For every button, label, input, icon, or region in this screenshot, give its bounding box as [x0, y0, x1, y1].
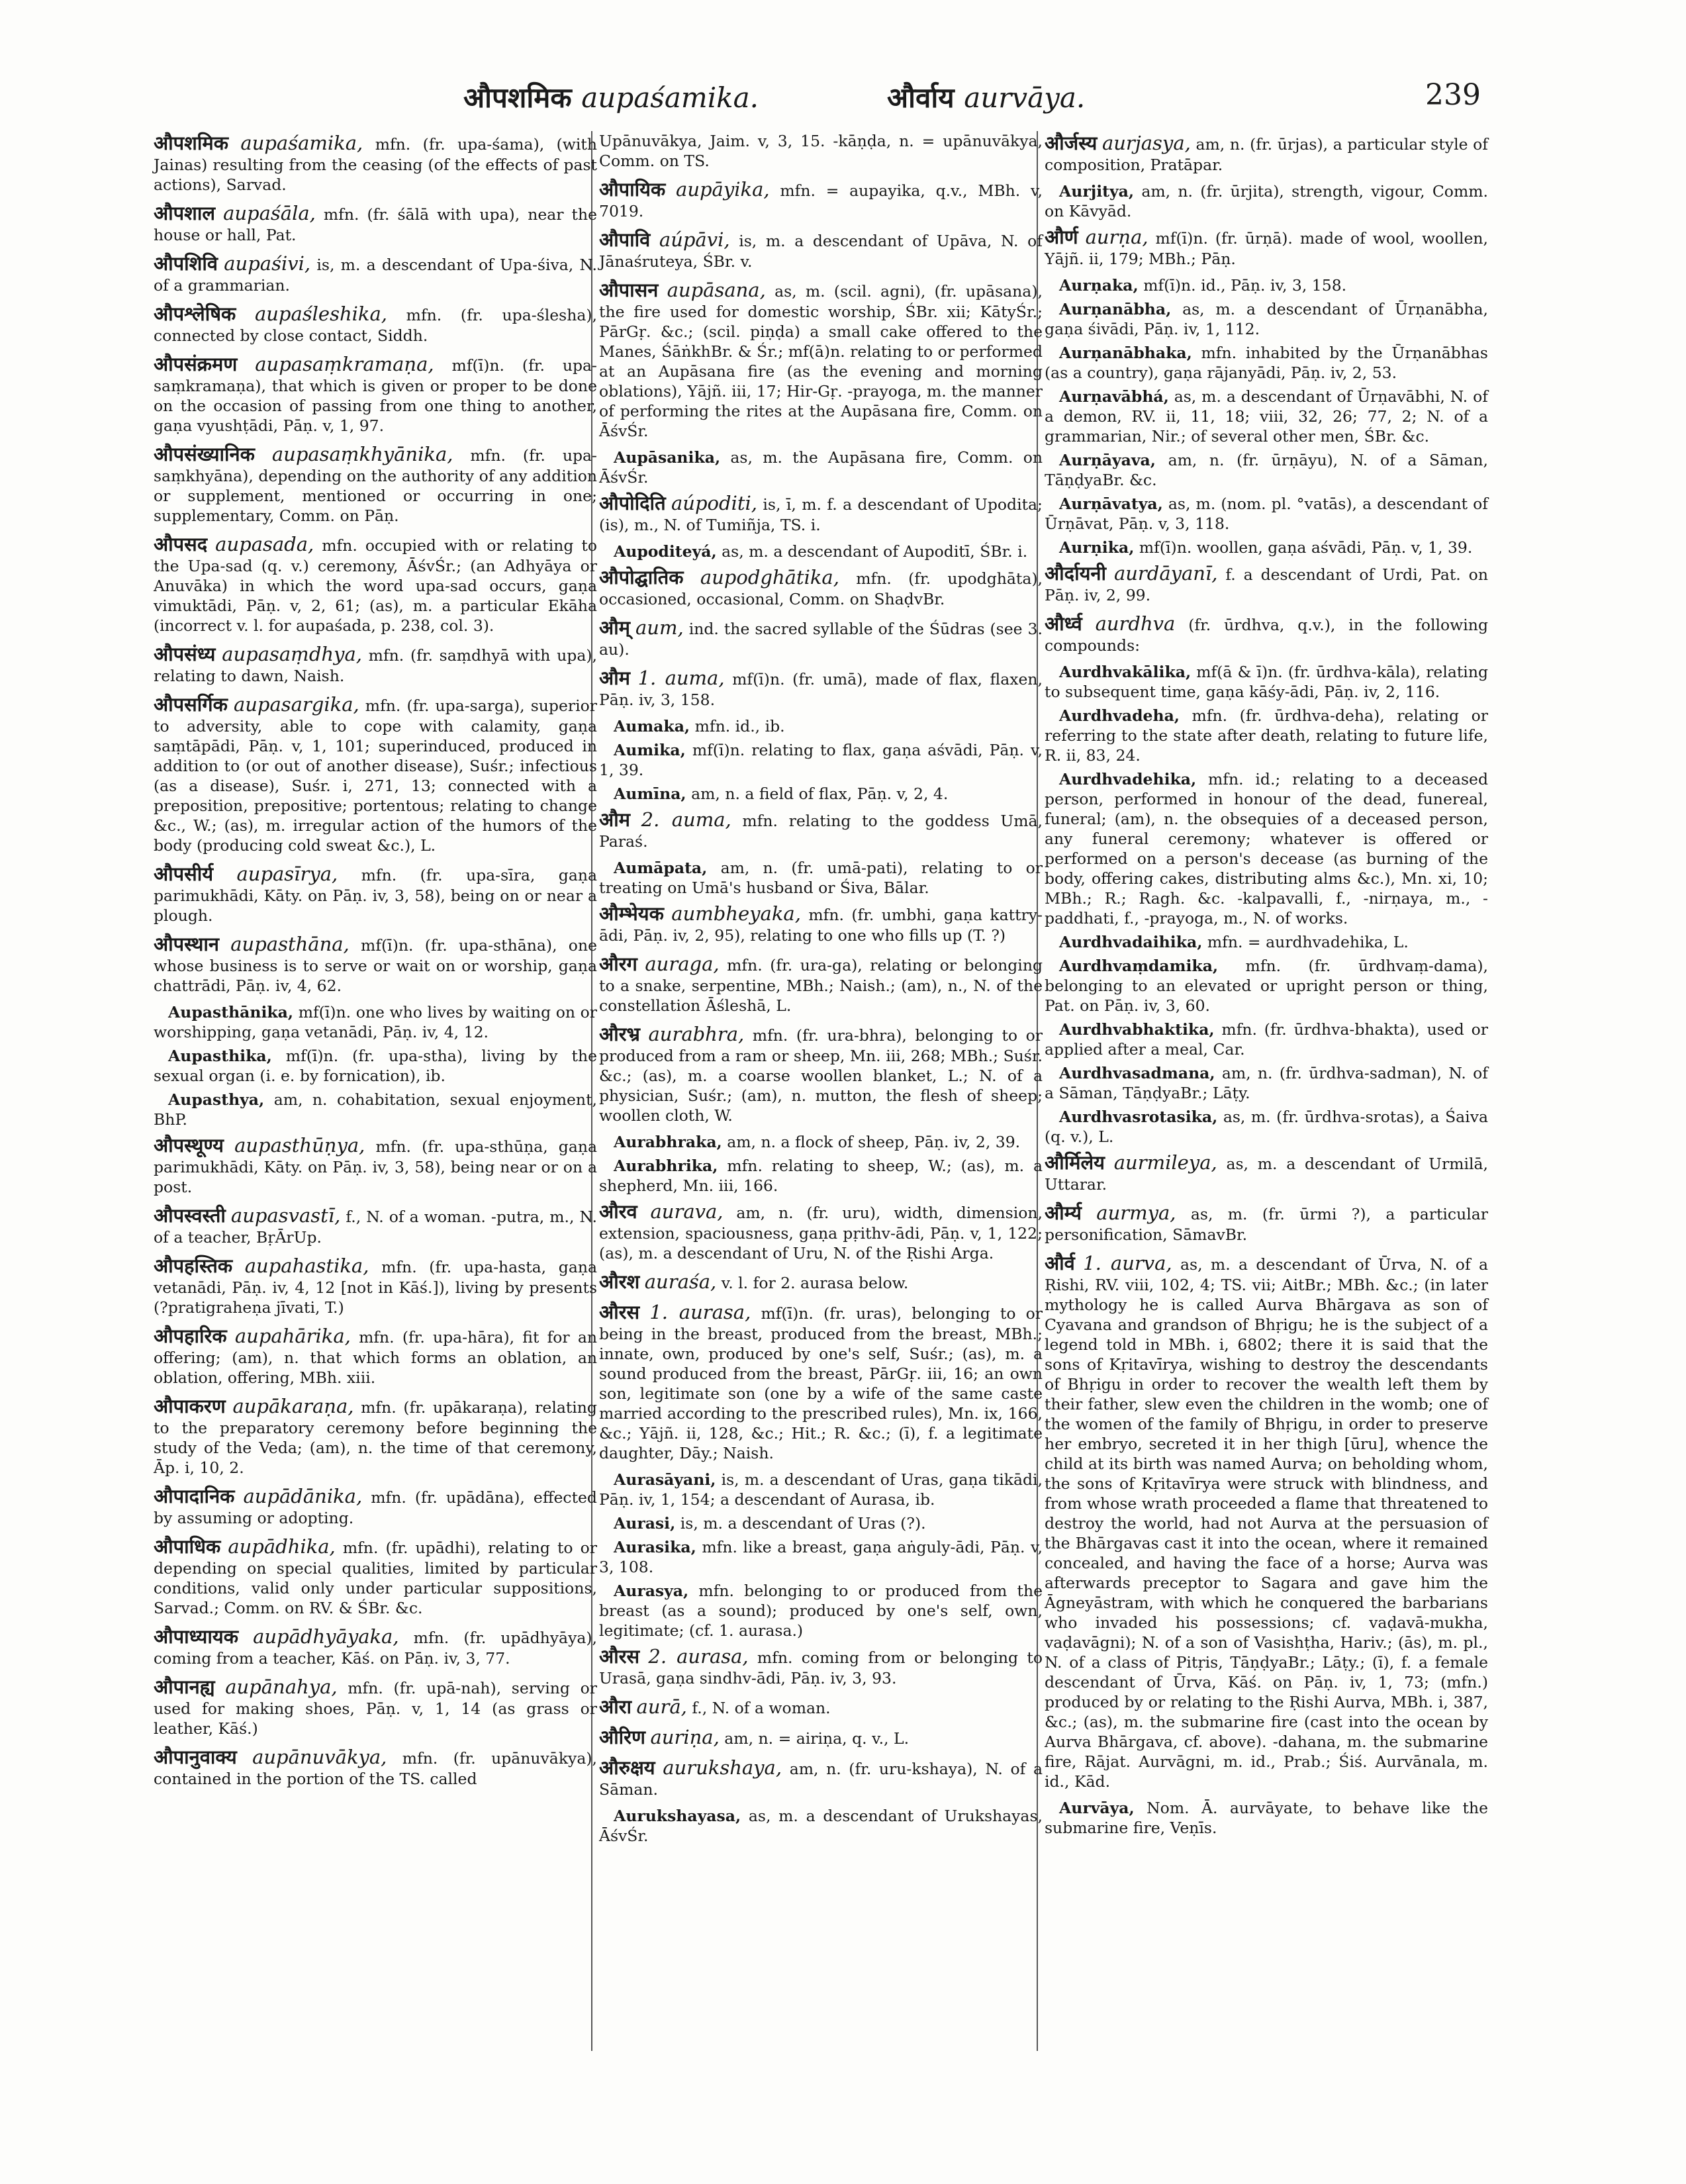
running-head-left: [463, 78, 759, 116]
headword: Aurasya,: [614, 1582, 689, 1600]
dictionary-entry: [599, 902, 1043, 945]
headword: Aurdhvasrotasika,: [1059, 1108, 1218, 1126]
headword: Aupasthya,: [168, 1090, 265, 1109]
running-head-right-devanagari: और्वाय: [887, 81, 955, 114]
headword: Aurdhvadaihika,: [1059, 933, 1203, 951]
headword: aupasaṃkhyānika,: [271, 443, 453, 465]
sub-entry: [1045, 538, 1488, 557]
headword: Aumika,: [614, 741, 686, 759]
devanagari-headword: और्ण: [1045, 226, 1078, 248]
definition-text: mfn. (fr. śālā with upa), near the house or hall, Pat.: [154, 205, 597, 244]
definition-text: mfn. occupied with or relating to the Upa-sad (q. v.) ceremony, ĀśvŚr.; (an Adhyāya or Anuvāka) in which the word upa-sad occurs, gaṇa vimuktādi, Pāṇ. v, 2, 61; (as), m. a particular Ekāha (incorrect v. l. for aupaśada, p. 238, col. 3).: [154, 536, 597, 635]
running-head-left-roman: aupaśamika.: [581, 81, 759, 114]
headword: aúpoditi,: [671, 492, 757, 514]
definition-text: f., N. of a woman.: [692, 1699, 831, 1717]
dictionary-entry: [154, 1394, 597, 1478]
devanagari-headword: औपहारिक: [154, 1325, 227, 1347]
headword: auraga,: [645, 953, 720, 975]
definition-text: am, n. (fr. umā-pati), relating to or treating on Umā's husband or Śiva, Bālar.: [599, 859, 1043, 897]
headword: Aurṇanābhaka,: [1059, 344, 1192, 362]
devanagari-headword: औरग: [599, 953, 637, 975]
definition-text: mfn. (fr. ura-bhra), belonging to or produced from a ram or sheep, Mn. iii, 268; MBh.; Suśr. &c.; (as), m. a coarse woollen blanket, L.; N. of a physician, Suśr.; (am), n. mutton, the flesh of sheep; woollen cloth, W.: [599, 1026, 1043, 1125]
definition-text: is, m. a descendant of Upāva, N. of Jānaśruteya, ŚBr. v.: [599, 232, 1043, 271]
definition-text: mf(ī)n. (fr. ūrṇā). made of wool, woollen, Yājñ. ii, 179; MBh.; Pāṇ.: [1045, 229, 1488, 268]
definition-text: mf(ī)n. (fr. upa-saṃkramaṇa), that which is given or proper to be done on the occasion of passing from one thing to another, gaṇa vyushṭādi, Pāṇ. v, 1, 97.: [154, 356, 597, 435]
definition-text: v. l. for 2. aurasa below.: [721, 1274, 909, 1292]
definition-text: f. a descendant of Urdi, Pat. on Pāṇ. iv, 2, 99.: [1045, 565, 1488, 604]
headword: aurjasya,: [1101, 132, 1191, 154]
devanagari-headword: औरिण: [599, 1726, 646, 1748]
definition-text: mfn. relating to the goddess Umā, Paraś.: [599, 812, 1043, 851]
definition-text: mfn. (fr. upādhi), relating to or depending on special qualities, limited by particular conditions, valid only under particular suppositions, Sarvad.; Comm. on RV. & ŚBr. &c.: [154, 1539, 597, 1617]
headword: Aurasi,: [614, 1514, 676, 1533]
sub-entry: [599, 1581, 1043, 1640]
dictionary-entry: [599, 1695, 1043, 1719]
definition-text: am, n. a field of flax, Pāṇ. v, 2, 4.: [691, 784, 949, 803]
dictionary-entry: [599, 228, 1043, 271]
devanagari-headword: औरा: [599, 1695, 632, 1718]
devanagari-headword: औपोद्घातिक: [599, 566, 684, 589]
page-header: [0, 78, 1686, 131]
devanagari-headword: औरभ्र: [599, 1023, 640, 1045]
running-head-right: [887, 78, 1085, 116]
devanagari-headword: और्दायनी: [1045, 562, 1107, 585]
sub-entry: [599, 448, 1043, 487]
devanagari-headword: औपानुवाक्य: [154, 1746, 237, 1768]
definition-text: mfn. like a breast, gaṇa aṅguly-ādi, Pāṇ. v, 3, 108.: [599, 1538, 1043, 1576]
definition-text: is, m. a descendant of Uras (?).: [680, 1514, 926, 1533]
headword: Aumaka,: [614, 717, 690, 736]
dictionary-entry: [154, 302, 597, 346]
dictionary-entry: [154, 1324, 597, 1388]
headword: aupaśivi,: [224, 252, 311, 275]
sub-entry: [1045, 343, 1488, 383]
dictionary-column-3: [1045, 131, 1488, 1842]
sub-entry: [1045, 275, 1488, 295]
sub-entry: [599, 858, 1043, 898]
dictionary-entry: [599, 808, 1043, 851]
headword: 2. auma,: [641, 808, 731, 831]
dictionary-entry: [1045, 1151, 1488, 1194]
headword: Aupasthānika,: [168, 1003, 294, 1021]
headword: aupasvastī,: [230, 1204, 341, 1227]
definition-text: mf(ī)n. one who lives by waiting on or worshipping, gaṇa vetanādi, Pāṇ. iv, 4, 12.: [154, 1003, 597, 1041]
dictionary-entry: [599, 1270, 1043, 1294]
dictionary-entry: [1045, 1251, 1488, 1791]
dictionary-entry: [1045, 225, 1488, 269]
definition-text: mf(ī)n. relating to flax, gaṇa aśvādi, Pāṇ. v, 1, 39.: [599, 741, 1043, 779]
dictionary-entry: [599, 1022, 1043, 1125]
devanagari-headword: औपहस्तिक: [154, 1255, 233, 1277]
definition-text: mfn. (fr. upa-śama), (with Jainas) resulting from the ceasing (of the effects of past actions), Sarvad.: [154, 135, 597, 194]
headword: aurmya,: [1096, 1202, 1176, 1224]
devanagari-headword: औपानह्य: [154, 1676, 215, 1698]
headword: Aupāsanika,: [614, 448, 721, 467]
definition-text: mfn. belonging to or produced from the breast (as a sound); produced by one's self, own, legitimate; (cf. 1. aurasa.): [599, 1582, 1043, 1640]
devanagari-headword: औरस: [599, 1645, 640, 1668]
dictionary-entry: [1045, 561, 1488, 605]
dictionary-entry: [1045, 1201, 1488, 1245]
headword: aurdāyanī,: [1113, 562, 1218, 585]
definition-text: mfn. (fr. upodghāta), occasioned, occasional, Comm. on ShaḍvBr.: [599, 569, 1043, 608]
sub-entry: [599, 784, 1043, 804]
sub-entry: [599, 1806, 1043, 1846]
definition-text: mfn. (fr. upādhyāya), coming from a teacher, Kāś. on Pāṇ. iv, 3, 77.: [154, 1629, 597, 1668]
devanagari-headword: औपाकरण: [154, 1395, 226, 1417]
dictionary-entry: [154, 252, 597, 295]
definition-text: mfn. (fr. upa-ślesha), connected by close contact, Siddh.: [154, 306, 597, 345]
headword: aupādhyāyaka,: [253, 1625, 399, 1648]
definition-text: mfn. (fr. upa-sīra, gaṇa parimukhādi, Kāty. on Pāṇ. iv, 3, 58), being on or near a plough.: [154, 866, 597, 925]
headword: aupānuvākya,: [252, 1746, 387, 1768]
headword: aupahārika,: [234, 1325, 351, 1347]
headword: auriṇa,: [650, 1726, 720, 1748]
dictionary-entry: [599, 1644, 1043, 1688]
devanagari-headword: और्व: [1045, 1252, 1075, 1274]
definition-text: mfn. (fr. upā-nah), serving or used for making shoes, Pāṇ. v, 1, 14 (as grass or leather, Kāś.): [154, 1679, 597, 1738]
definition-text: mfn. (fr. ura-ga), relating or belonging to a snake, serpentine, MBh.; Naish.; (am), n., N. of the constellation Āśleshā, L.: [599, 956, 1043, 1015]
devanagari-headword: औम्: [599, 616, 631, 639]
definition-text: mfn. coming from or belonging to Urasā, gaṇa sindhv-ādi, Pāṇ. iv, 3, 93.: [599, 1648, 1043, 1687]
definition-text: is, m. a descendant of Uras, gaṇa tikādi, Pāṇ. iv, 1, 154; a descendant of Aurasa, ib.: [599, 1470, 1043, 1509]
dictionary-entry: [1045, 612, 1488, 655]
headword: Aurdhvakālika,: [1059, 663, 1192, 681]
dictionary-entry: [599, 565, 1043, 609]
definition-text: am, n. = airiṇa, q. v., L.: [724, 1729, 910, 1748]
definition-text: mfn. (fr. upa-hāra), fit for an offering; (am), n. that which forms an oblation, an oblation, offering, MBh. xiii.: [154, 1328, 597, 1387]
headword: 1. aurva,: [1083, 1252, 1172, 1274]
headword: Aurṇaka,: [1059, 276, 1139, 295]
definition-text: mfn. id.; relating to a deceased person, performed in honour of the dead, funereal, funeral; (am), n. the obsequies of a deceased person, any funeral ceremony; whatever is offered or performed on a person's decease (as burning of the body, offering cakes, distributing alms &c.), Mn. xi, 10; MBh.; R.; Ragh. &c. -kalpavalli, f., -nirṇaya, m., -paddhati, f., -prayoga, m., N. of works.: [1045, 770, 1488, 927]
definition-text: Nom. Ā. aurvāyate, to behave like the submarine fire, Veṇīs.: [1045, 1799, 1488, 1837]
definition-text: am, n. (fr. uru-kshaya), N. of a Sāman.: [599, 1760, 1043, 1799]
headword: aurabhra,: [648, 1023, 745, 1045]
entry-continuation: [599, 131, 1043, 171]
dictionary-entry: [154, 201, 597, 245]
definition-text: f., N. of a woman. -putra, m., N. of a teacher, BṛĀrUp.: [154, 1208, 597, 1247]
sub-entry: [599, 1470, 1043, 1509]
definition-text: mfn. inhabited by the Ūrṇanābhas (as a country), gaṇa rājanyādi, Pāṇ. iv, 2, 53.: [1045, 344, 1488, 382]
sub-entry: [599, 542, 1043, 561]
definition-text: mf(ī)n. id., Pāṇ. iv, 3, 158.: [1143, 276, 1347, 295]
dictionary-entry: [154, 932, 597, 996]
definition-text: as, m. the Aupāsana fire, Comm. on ĀśvŚr.: [599, 448, 1043, 487]
definition-text: am, n. cohabitation, sexual enjoyment, BhP.: [154, 1090, 597, 1129]
definition-text: mfn. = aupayika, q.v., MBh. v, 7019.: [599, 181, 1043, 220]
sub-entry: [154, 1090, 597, 1129]
devanagari-headword: और्ध्व: [1045, 612, 1082, 635]
headword: aurukshaya,: [663, 1756, 782, 1779]
dictionary-entry: [154, 532, 597, 636]
devanagari-headword: औपसीर्य: [154, 863, 214, 885]
definition-text: am, n. (fr. uru), width, dimension, extension, spaciousness, gaṇa pṛithv-ādi, Pāṇ. v, 1, 122; (as), m. a descendant of Uru, N. of the Ṛishi Arga.: [599, 1204, 1043, 1262]
dictionary-entry: [599, 1300, 1043, 1463]
definition-text: mfn. (fr. upādāna), effected by assuming or adopting.: [154, 1488, 597, 1527]
headword: aupaśleshika,: [254, 303, 388, 325]
definition-text: mfn. (fr. upa-sthūṇa, gaṇa parimukhādi, Kāty. on Pāṇ. iv, 3, 58), being near or on a post.: [154, 1137, 597, 1196]
running-head-right-roman: aurvāya.: [964, 81, 1086, 114]
definition-text: (fr. ūrdhva, q.v.), in the following compounds:: [1045, 616, 1488, 655]
sub-entry: [1045, 299, 1488, 339]
sub-entry: [1045, 387, 1488, 446]
headword: Aurṇanābha,: [1059, 300, 1172, 318]
dictionary-column-2: [599, 131, 1043, 1850]
definition-text: mf(ī)n. woollen, gaṇa aśvādi, Pāṇ. v, 1, 39.: [1139, 538, 1473, 557]
definition-text: mfn. id., ib.: [694, 717, 785, 736]
devanagari-headword: औपावि: [599, 228, 651, 251]
definition-text: mfn. (fr. upa-saṃkhyāna), depending on the authority of any addition or supplement, mentioned or occurring in one; supplementary, Comm. on Pāṇ.: [154, 446, 597, 525]
definition-text: as, m. a descendant of Ūrṇavābhi, N. of a demon, RV. ii, 11, 18; viii, 32, 26; 77, 2; N. of a grammarian, Nir.; of several other men, ŚBr. &c.: [1045, 387, 1488, 446]
definition-text: mf(ī)n. (fr. upa-stha), living by the sexual organ (i. e. by fornication), ib.: [154, 1047, 597, 1085]
dictionary-entry: [154, 1133, 597, 1197]
definition-text: is, m. a descendant of Upa-śiva, N. of a grammarian.: [154, 256, 597, 295]
dictionary-entry: [154, 1204, 597, 1247]
definition-text: Upānuvākya, Jaim. v, 3, 15. -kāṇḍa, n. = upānuvākya, Comm. on TS.: [599, 132, 1043, 170]
headword: aurmileya,: [1113, 1151, 1217, 1174]
headword: Aurjitya,: [1059, 182, 1135, 201]
devanagari-headword: औपायिक: [599, 178, 666, 201]
definition-text: as, m. a descendant of Urmilā, Uttarar.: [1045, 1155, 1488, 1194]
dictionary-entry: [154, 1535, 597, 1618]
headword: aupādhika,: [228, 1535, 336, 1558]
headword: Aurasāyani,: [614, 1470, 716, 1489]
headword: aupasthūṇya,: [234, 1134, 365, 1157]
sub-entry: [1045, 932, 1488, 952]
headword: Aurṇika,: [1059, 538, 1135, 557]
definition-text: as, m. a descendant of Ūrṇanābha, gaṇa śivādi, Pāṇ. iv, 1, 112.: [1045, 300, 1488, 338]
dictionary-entry: [599, 952, 1043, 1016]
headword: aupaśamika,: [240, 132, 363, 154]
devanagari-headword: औरव: [599, 1200, 637, 1223]
sub-entry: [1045, 1063, 1488, 1103]
headword: aupādānika,: [243, 1485, 363, 1507]
headword: aupānahya,: [225, 1676, 338, 1698]
devanagari-headword: औपश्लेषिक: [154, 303, 236, 325]
devanagari-headword: औपसंक्रमण: [154, 353, 238, 375]
devanagari-headword: औपस्थान: [154, 933, 219, 955]
definition-text: mf(ā & ī)n. (fr. ūrdhva-kāla), relating to subsequent time, gaṇa kāśy-ādi, Pāṇ. iv, 2, 116.: [1045, 663, 1488, 701]
dictionary-entry: [154, 131, 597, 195]
dictionary-entry: [599, 177, 1043, 221]
dictionary-entry: [154, 1625, 597, 1668]
definition-text: mfn. = aurdhvadehika, L.: [1207, 933, 1409, 951]
devanagari-headword: औपोदिति: [599, 492, 666, 514]
headword: Aurabhrika,: [614, 1157, 718, 1175]
headword: Aurabhraka,: [614, 1133, 722, 1151]
definition-text: mf(ī)n. (fr. upa-sthāna), one whose business is to serve or wait on or worship, gaṇa chattrādi, Pāṇ. iv, 4, 62.: [154, 936, 597, 995]
definition-text: mfn. (fr. upākaraṇa), relating to the preparatory ceremony before beginning the study of the Veda; (am), n. the time of that ceremony, Āp. i, 10, 2.: [154, 1398, 597, 1477]
dictionary-entry: [599, 1756, 1043, 1799]
definition-text: am, n. (fr. ūrjas), a particular style of composition, Pratāpar.: [1045, 135, 1488, 174]
dictionary-entry: [154, 642, 597, 686]
devanagari-headword: औपसंख्यानिक: [154, 443, 255, 465]
headword: aupasīrya,: [236, 863, 338, 885]
definition-text: ind. the sacred syllable of the Śūdras (see 3. au).: [599, 620, 1043, 659]
headword: Aurṇavābhá,: [1059, 387, 1169, 406]
devanagari-headword: औम: [599, 667, 631, 689]
sub-entry: [599, 1132, 1043, 1152]
page-number: 239: [1425, 78, 1481, 112]
dictionary-entry: [154, 352, 597, 436]
definition-text: am, n. a flock of sheep, Pāṇ. iv, 2, 39.: [727, 1133, 1021, 1151]
sub-entry: [154, 1046, 597, 1086]
dictionary-entry: [154, 1745, 597, 1789]
devanagari-headword: औरश: [599, 1270, 640, 1293]
dictionary-entry: [599, 278, 1043, 441]
devanagari-headword: औपशिवि: [154, 252, 218, 275]
devanagari-headword: औपसंध्य: [154, 643, 216, 665]
headword: Aurdhvaṃdamika,: [1059, 957, 1219, 975]
headword: aurṇa,: [1085, 226, 1148, 248]
headword: 2. aurasa,: [648, 1645, 749, 1668]
headword: aumbheyaka,: [671, 902, 801, 925]
definition-text: as, m. (scil. agni), (fr. upāsana), the fire used for domestic worship, ŚBr. xii; KātyŚr.; PārGṛ. &c.; (scil. piṇḍa) a small cake offered to the Manes, ŚāṅkhBr. & Śr.; mf(ā)n. relating to or performed at an Aupāsana fire (as the evening and morning oblations), Yājñ. iii, 17; Hir-Gṛ. -prayoga, m. the manner of performing the rites at the Aupāsana fire, Comm. on ĀśvŚr.: [599, 282, 1043, 440]
running-head-left-devanagari: औपशमिक: [463, 81, 572, 114]
definition-text: mfn. (fr. ūrdhvaṃ-dama), belonging to an elevated or upright person or thing, Pat. on Pāṇ. iv, 3, 60.: [1045, 957, 1488, 1015]
definition-text: as, m. a descendant of Aupoditī, ŚBr. i.: [722, 542, 1028, 561]
dictionary-entry: [154, 1484, 597, 1528]
sub-entry: [1045, 450, 1488, 490]
headword: 1. aurasa,: [649, 1301, 751, 1323]
definition-text: mfn. (fr. saṃdhyā with upa), relating to dawn, Naish.: [154, 646, 597, 685]
devanagari-headword: औरुक्षय: [599, 1756, 655, 1779]
definition-text: is, ī, m. f. a descendant of Upodita; (is), m., N. of Tumiñja, TS. i.: [599, 495, 1043, 534]
dictionary-entry: [599, 1725, 1043, 1749]
dictionary-entry: [154, 1254, 597, 1317]
headword: aupaśāla,: [223, 202, 316, 224]
definition-text: mfn. (fr. ūrdhva-bhakta), used or applied after a meal, Car.: [1045, 1020, 1488, 1059]
headword: aupasaṃdhya,: [222, 643, 362, 665]
devanagari-headword: औपशाल: [154, 202, 216, 224]
definition-text: as, m. (fr. ūrdhva-srotas), a Śaiva (q. v.), L.: [1045, 1108, 1488, 1146]
headword: Aurukshayasa,: [614, 1807, 741, 1825]
sub-entry: [599, 1537, 1043, 1577]
sub-entry: [599, 1156, 1043, 1196]
sub-entry: [1045, 494, 1488, 534]
sub-entry: [599, 716, 1043, 736]
dictionary-entry: [599, 1200, 1043, 1263]
devanagari-headword: औरस: [599, 1301, 640, 1323]
sub-entry: [1045, 706, 1488, 765]
devanagari-headword: औपसर्गिक: [154, 693, 228, 716]
headword: Aurdhvabhaktika,: [1059, 1020, 1215, 1039]
sub-entry: [1045, 956, 1488, 1016]
sub-entry: [1045, 1020, 1488, 1059]
devanagari-headword: और्म्य: [1045, 1202, 1082, 1224]
devanagari-headword: औपशमिक: [154, 132, 228, 154]
devanagari-headword: औपादानिक: [154, 1485, 235, 1507]
sub-entry: [1045, 1107, 1488, 1147]
dictionary-entry: [154, 692, 597, 855]
definition-text: mf(ī)n. (fr. uras), belonging to or being in the breast, produced from the breast, MBh.; innate, own, produced by one's self, Suśr.; (as), m. a sound produced from the breast, PārGṛ. iii, 16; an own son, legitimate son (one by a wife of the same caste married according to the prescribed rules), Mn. ix, 166, &c.; Yājñ. ii, 128, &c.; Hit.; R. &c.; (ī), f. a legitimate daughter, Dāy.; Naish.: [599, 1304, 1043, 1462]
definition-text: mfn. (fr. ūrdhva-deha), relating or referring to the state after death, relating to future life, R. ii, 83, 24.: [1045, 706, 1488, 765]
headword: Aurvāya,: [1059, 1799, 1135, 1817]
headword: Aurasika,: [614, 1538, 696, 1556]
headword: aupahastika,: [244, 1255, 369, 1277]
headword: Aumāpata,: [614, 859, 708, 877]
definition-text: as, m. a descendant of Urukshayas, ĀśvŚr.: [599, 1807, 1043, 1845]
headword: aupāsana,: [667, 279, 766, 301]
sub-entry: [1045, 769, 1488, 928]
headword: aupāyika,: [676, 178, 770, 201]
sub-entry: [1045, 662, 1488, 702]
devanagari-headword: औपस्वस्ती: [154, 1204, 226, 1227]
headword: Aurṇāvatya,: [1059, 495, 1163, 513]
headword: Aurdhvadeha,: [1059, 706, 1180, 725]
headword: aupasthāna,: [230, 933, 350, 955]
sub-entry: [599, 1513, 1043, 1533]
headword: aupasada,: [215, 533, 314, 555]
headword: Aumīna,: [614, 784, 686, 803]
definition-text: as, m. (nom. pl. °vatās), a descendant of Ūrṇāvat, Pāṇ. v, 3, 118.: [1045, 495, 1488, 533]
devanagari-headword: औम: [599, 808, 631, 831]
headword: auraśa,: [644, 1270, 717, 1293]
headword: Aurṇāyava,: [1059, 451, 1156, 469]
devanagari-headword: औपसद: [154, 533, 208, 555]
dictionary-entry: [154, 442, 597, 526]
headword: aúpāvi,: [659, 228, 730, 251]
headword: Aupasthika,: [168, 1047, 272, 1065]
headword: 1. auma,: [637, 667, 725, 689]
headword: aupasargika,: [233, 693, 359, 716]
devanagari-headword: औपाधिक: [154, 1535, 221, 1558]
headword: Aurdhvadehika,: [1059, 770, 1197, 788]
definition-text: mfn. relating to sheep, W.; (as), m. a shepherd, Mn. iii, 166.: [599, 1157, 1043, 1195]
definition-text: am, n. (fr. ūrṇāyu), N. of a Sāman, TāṇḍyaBr. &c.: [1045, 451, 1488, 489]
headword: Aupoditeyá,: [614, 542, 717, 561]
definition-text: mf(ī)n. (fr. umā), made of flax, flaxen, Pāṇ. iv, 3, 158.: [599, 670, 1043, 709]
devanagari-headword: औम्भेयक: [599, 902, 664, 925]
definition-text: as, m. a descendant of Ūrva, N. of a Ṛishi, RV. viii, 102, 4; TS. vii; AitBr.; MBh. &c.; (in later mythology he is called Aurva Bhārgava as son of Cyavana and grandson of Bhṛigu; he is the subject of a legend told in MBh. i, 6802; there it is said that the sons of Kṛitavīrya, wishing to destroy the descendants of Bhṛigu in order to recover the wealth left them by their father, slew even the children in the womb; one of the women of the family of Bhṛigu, in order to preserve her embryo, secreted it in her thigh [ūru], whence the child at its birth was named Aurva; on beholding whom, the sons of Kṛitavīrya were struck with blindness, and from whose wrath proceeded a flame that threatened to destroy the world, had not Aurva at the persuasion of the Bhārgavas cast it into the ocean, where it remained concealed, and having the face of a horse; Aurva was afterwards preceptor to Sagara and gave him the Āgneyāstram, with which he conquered the barbarians who invaded his possessions; cf. vaḍavā-mukha, vaḍavāgni); N. of a son of Vasishṭha, Hariv.; (ās), m. pl., N. of a class of Pitṛis, TāṇḍyaBr.; Lāṭy.; (ī), f. a female descendant of Ūrva, Kāś. on Pāṇ. iv, 1, 73; (mfn.) produced by or relating to the Ṛishi Aurva, MBh. i, 387, &c.; (as), m. the submarine fire (cast into the ocean by Aurva Bhārgava, cf. above). -dahana, m. the submarine fire, Rājat. Aurvāgni, m. id., Prab.; Śiś. Aurvānala, m. id., Kād.: [1045, 1255, 1488, 1791]
dictionary-entry: [599, 491, 1043, 535]
definition-text: mfn. (fr. umbhi, gaṇa kattry-ādi, Pāṇ. iv, 2, 95), relating to one who fills up (T. ?): [599, 906, 1043, 945]
sub-entry: [154, 1002, 597, 1042]
dictionary-entry: [154, 1675, 597, 1738]
dictionary-entry: [599, 616, 1043, 659]
headword: aupasaṃkramaṇa,: [255, 353, 434, 375]
definition-text: am, n. (fr. ūrdhva-sadman), N. of a Sāman, TāṇḍyaBr.; Lāṭy.: [1045, 1064, 1488, 1102]
devanagari-headword: और्मिलेय: [1045, 1151, 1105, 1174]
sub-entry: [1045, 181, 1488, 221]
dictionary-entry: [1045, 131, 1488, 175]
sub-entry: [599, 740, 1043, 780]
headword: aurā,: [636, 1695, 687, 1718]
dictionary-entry: [599, 666, 1043, 710]
headword: aurava,: [650, 1200, 724, 1223]
devanagari-headword: औपस्थूण्य: [154, 1134, 224, 1157]
devanagari-headword: औपासन: [599, 279, 659, 301]
headword: aupodghātika,: [700, 566, 839, 589]
definition-text: am, n. (fr. ūrjita), strength, vigour, Comm. on Kāvyād.: [1045, 182, 1488, 220]
sub-entry: [1045, 1798, 1488, 1838]
definition-text: mfn. (fr. upa-hasta, gaṇa vetanādi, Pāṇ. iv, 4, 12 [not in Kāś.]), living by presents (?pratigraheṇa jīvati, T.): [154, 1258, 597, 1317]
definition-text: mfn. (fr. upa-sarga), superior to adversity, able to cope with calamity, gaṇa saṃtāpādi, Pāṇ. v, 1, 101; superinduced, produced in addition to (or out of another disease), Suśr.; infectious (as a disease), Suśr. i, 271, 13; connected with a preposition, prepositive; portentous; relating to change &c., W.; (as), m. irregular action of the humors of the body (producing cold sweat &c.), L.: [154, 696, 597, 855]
headword: aupākaraṇa,: [232, 1395, 354, 1417]
definition-text: mfn. (fr. upānuvākya), contained in the portion of the TS. called: [154, 1749, 597, 1788]
headword: aurdhva: [1095, 612, 1176, 635]
dictionary-column-1: [154, 131, 597, 1795]
headword: Aurdhvasadmana,: [1059, 1064, 1215, 1082]
devanagari-headword: और्जस्य: [1045, 132, 1098, 154]
devanagari-headword: औपाध्यायक: [154, 1625, 238, 1648]
headword: aum,: [635, 616, 684, 639]
definition-text: as, m. (fr. ūrmi ?), a particular personification, SāmavBr.: [1045, 1205, 1488, 1244]
dictionary-entry: [154, 862, 597, 926]
